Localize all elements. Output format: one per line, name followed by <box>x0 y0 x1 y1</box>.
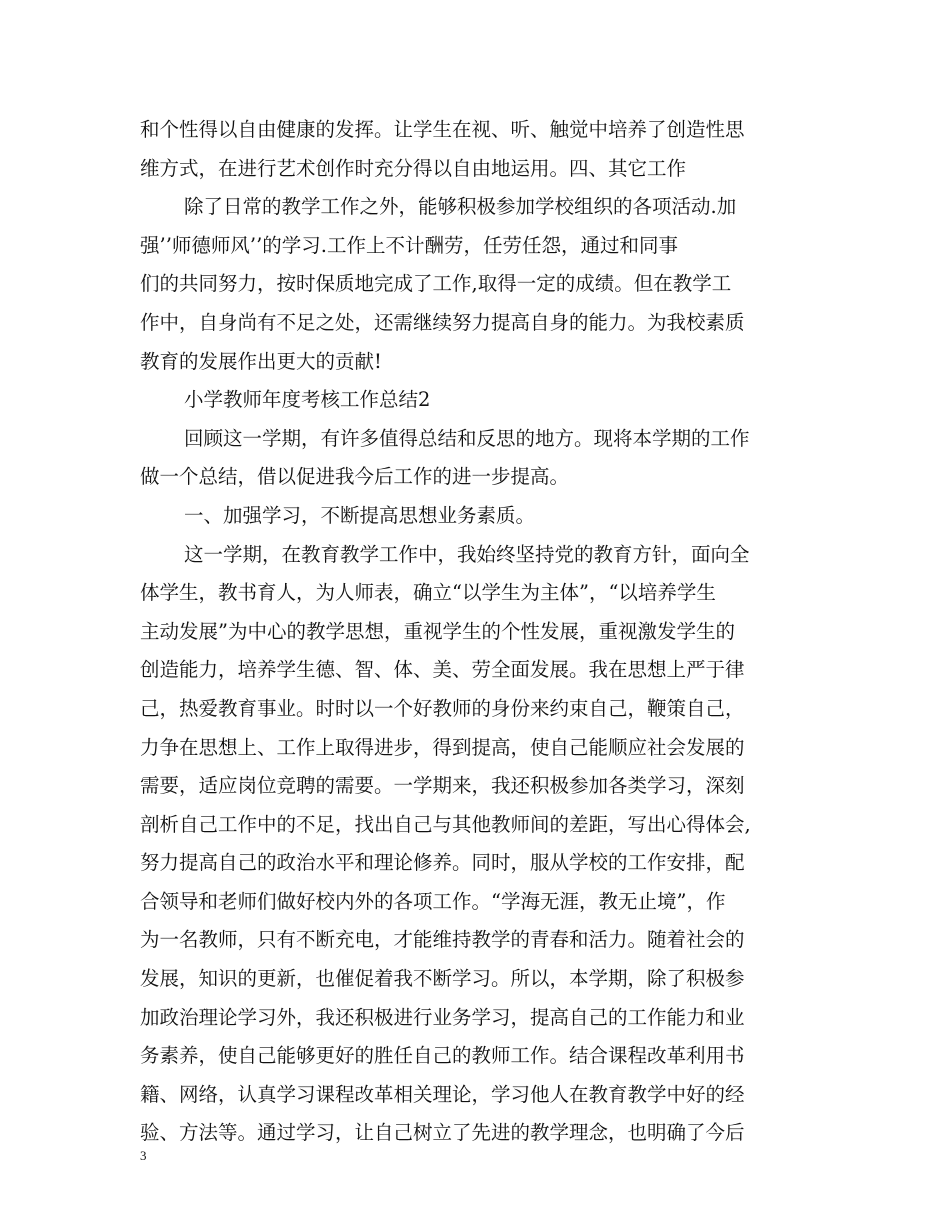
text-line: 籍、网络，认真学习课程改革相关理论，学习他人在教育教学中好的经 <box>140 1082 745 1106</box>
document-body <box>140 111 820 1153</box>
text-line: 务素养，使自己能够更好的胜任自己的教师工作。结合课程改革利用书 <box>140 1044 745 1068</box>
text-line: 己，热爱教育事业。时时以一个好教师的身份来约束自己，鞭策自己， <box>140 696 745 720</box>
text-line: 创造能力，培养学生德、智、体、美、劳全面发展。我在思想上严于律 <box>140 658 745 682</box>
text-line: 回顾这一学期，有许多值得总结和反思的地方。现将本学期的工作 <box>184 426 750 450</box>
text-line: 为一名教师，只有不断充电，才能维持教学的青春和活力。随着社会的 <box>140 928 745 952</box>
text-line: 小学教师年度考核工作总结2 <box>184 388 431 412</box>
page-number: 3 <box>140 1148 147 1163</box>
text-line: 发展，知识的更新，也催促着我不断学习。所以，本学期，除了积极参 <box>140 967 745 991</box>
text-line: 教育的发展作出更大的贡献! <box>140 349 382 373</box>
text-line: 和个性得以自由健康的发挥。让学生在视、听、触觉中培养了创造性思 <box>140 118 745 141</box>
text-line: 一、加强学习，不断提高思想业务素质。 <box>184 503 536 527</box>
text-line: 加政治理论学习外，我还积极进行业务学习，提高自己的工作能力和业 <box>140 1005 745 1029</box>
text-line: 维方式，在进行艺术创作时充分得以自由地运用。四、其它工作 <box>140 156 687 180</box>
text-line: 验、方法等。通过学习，让自己树立了先进的教学理念，也明确了今后 <box>140 1121 745 1145</box>
text-line: 剖析自己工作中的不足，找出自己与其他教师间的差距，写出心得体会, <box>140 812 751 836</box>
text-line: 合领导和老师们做好校内外的各项工作。“学海无涯，教无止境”，作 <box>140 889 726 913</box>
text-line: 主动发展”为中心的教学思想，重视学生的个性发展，重视激发学生的 <box>140 619 735 643</box>
text-line: 这一学期，在教育教学工作中，我始终坚持党的教育方针，面向全 <box>184 542 750 566</box>
text-line: 力争在思想上、工作上取得进步，得到提高，使自己能顺应社会发展的 <box>140 735 745 759</box>
text-line: 们的共同努力，按时保质地完成了工作,取得一定的成绩。但在教学工 <box>140 272 732 296</box>
text-line: 体学生，教书育人，为人师表，确立“以学生为主体”，“以培养学生 <box>140 581 716 605</box>
text-line: 努力提高自己的政治水平和理论修养。同时，服从学校的工作安排，配 <box>140 851 745 875</box>
text-line: 除了日常的教学工作之外，能够积极参加学校组织的各项活动.加 <box>184 195 737 219</box>
text-line: 需要，适应岗位竞聘的需要。一学期来，我还积极参加各类学习，深刻 <box>140 774 745 798</box>
text-line: 做一个总结，借以促进我今后工作的进一步提高。 <box>140 465 570 489</box>
text-line: 强’’师德师风’’的学习.工作上不计酬劳，任劳任怨，通过和同事 <box>140 233 678 257</box>
text-line: 作中，自身尚有不足之处，还需继续努力提高自身的能力。为我校素质 <box>140 310 745 334</box>
